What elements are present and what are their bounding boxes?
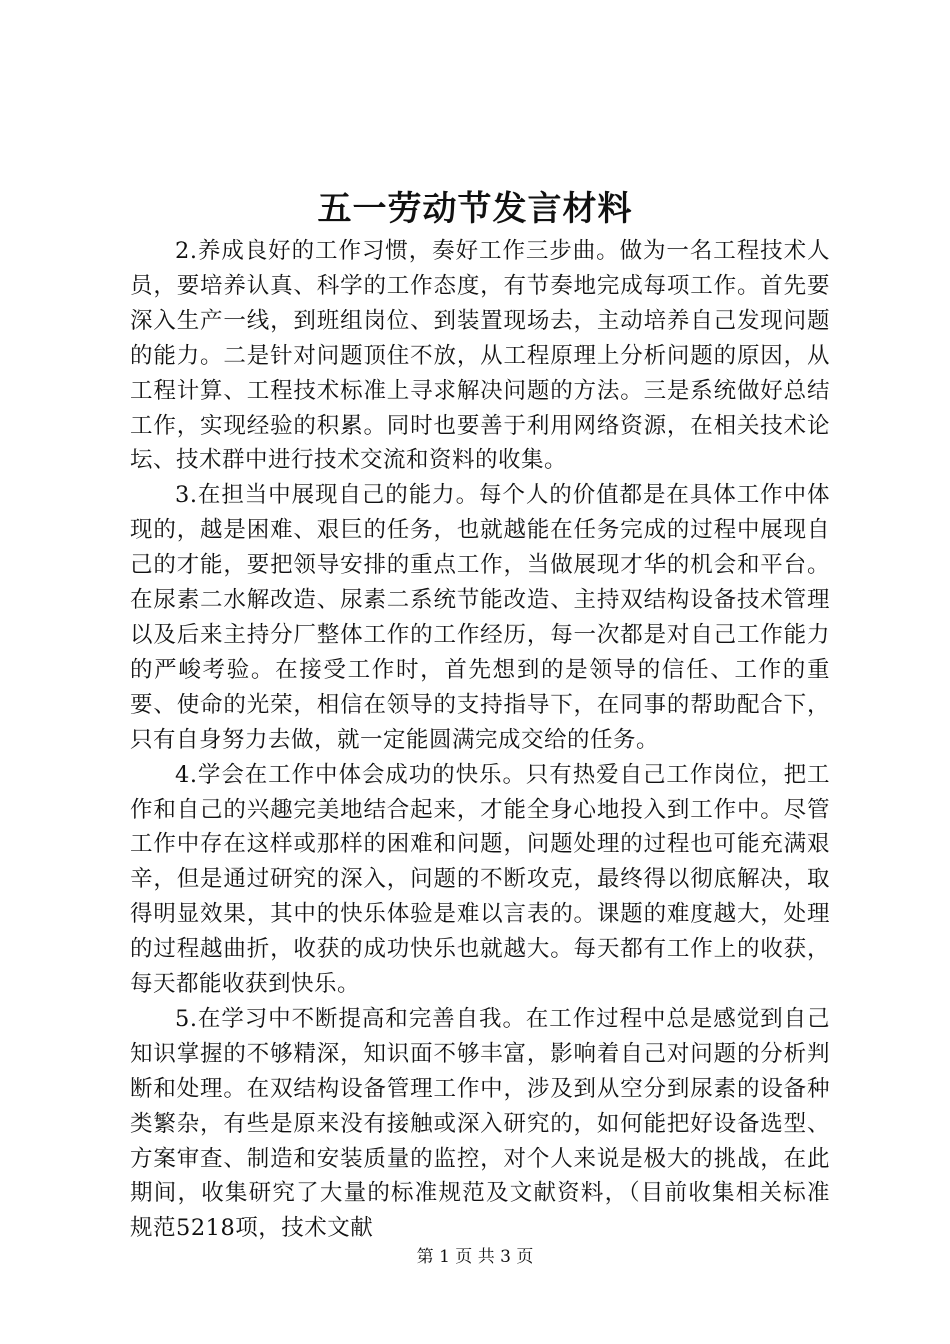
page-title: 五一劳动节发言材料 [317, 189, 633, 229]
paragraph-5: 5.在学习中不断提高和完善自我。在工作过程中总是感觉到自己知识掌握的不够精深，知识面不够丰富，影响着自己对问题的分析判断和处理。在双结构设备管理工作中，涉及到从空分到尿素的设备种类繁杂，有些是原来没有接触或深入研究的，如何能把好设备选型、方案审查、制造和安装质量的监控，对个人来说是极大的挑战，在此期间，收集研究了大量的标准规范及文献资料，（目前收集相关标准规范5218项，技术文献 [130, 1005, 830, 1242]
page-footer: 第 1 页 共 3 页 [416, 1247, 534, 1267]
paragraph-2: 2.养成良好的工作习惯，奏好工作三步曲。做为一名工程技术人员，要培养认真、科学的工作态度，有节奏地完成每项工作。首先要深入生产一线，到班组岗位、到装置现场去，主动培养自己发现问题的能力。二是针对问题顶住不放，从工程原理上分析问题的原因，从工程计算、工程技术标准上寻求解决问题的方法。三是系统做好总结工作，实现经验的积累。同时也要善于利用网络资源，在相关技术论坛、技术群中进行技术交流和资料的收集。 [130, 238, 830, 474]
paragraph-3: 3.在担当中展现自己的能力。每个人的价值都是在具体工作中体现的，越是困难、艰巨的任务，也就越能在任务完成的过程中展现自己的才能，要把领导安排的重点工作，当做展现才华的机会和平台。在尿素二水解改造、尿素二系统节能改造、主持双结构设备技术管理以及后来主持分厂整体工作的工作经历，每一次都是对自己工作能力的严峻考验。在接受工作时，首先想到的是领导的信任、工作的重要、使命的光荣，相信在领导的支持指导下，在同事的帮助配合下，只有自身努力去做，就一定能圆满完成交给的任务。 [130, 482, 830, 753]
paragraph-4: 4.学会在工作中体会成功的快乐。只有热爱自己工作岗位，把工作和自己的兴趣完美地结合起来，才能全身心地投入到工作中。尽管工作中存在这样或那样的困难和问题，问题处理的过程也可能充满艰辛，但是通过研究的深入，问题的不断攻克，最终得以彻底解决，取得明显效果，其中的快乐体验是难以言表的。课题的难度越大，处理的过程越曲折，收获的成功快乐也就越大。每天都有工作上的收获，每天都能收获到快乐。 [130, 761, 830, 998]
document-body [130, 234, 830, 1246]
